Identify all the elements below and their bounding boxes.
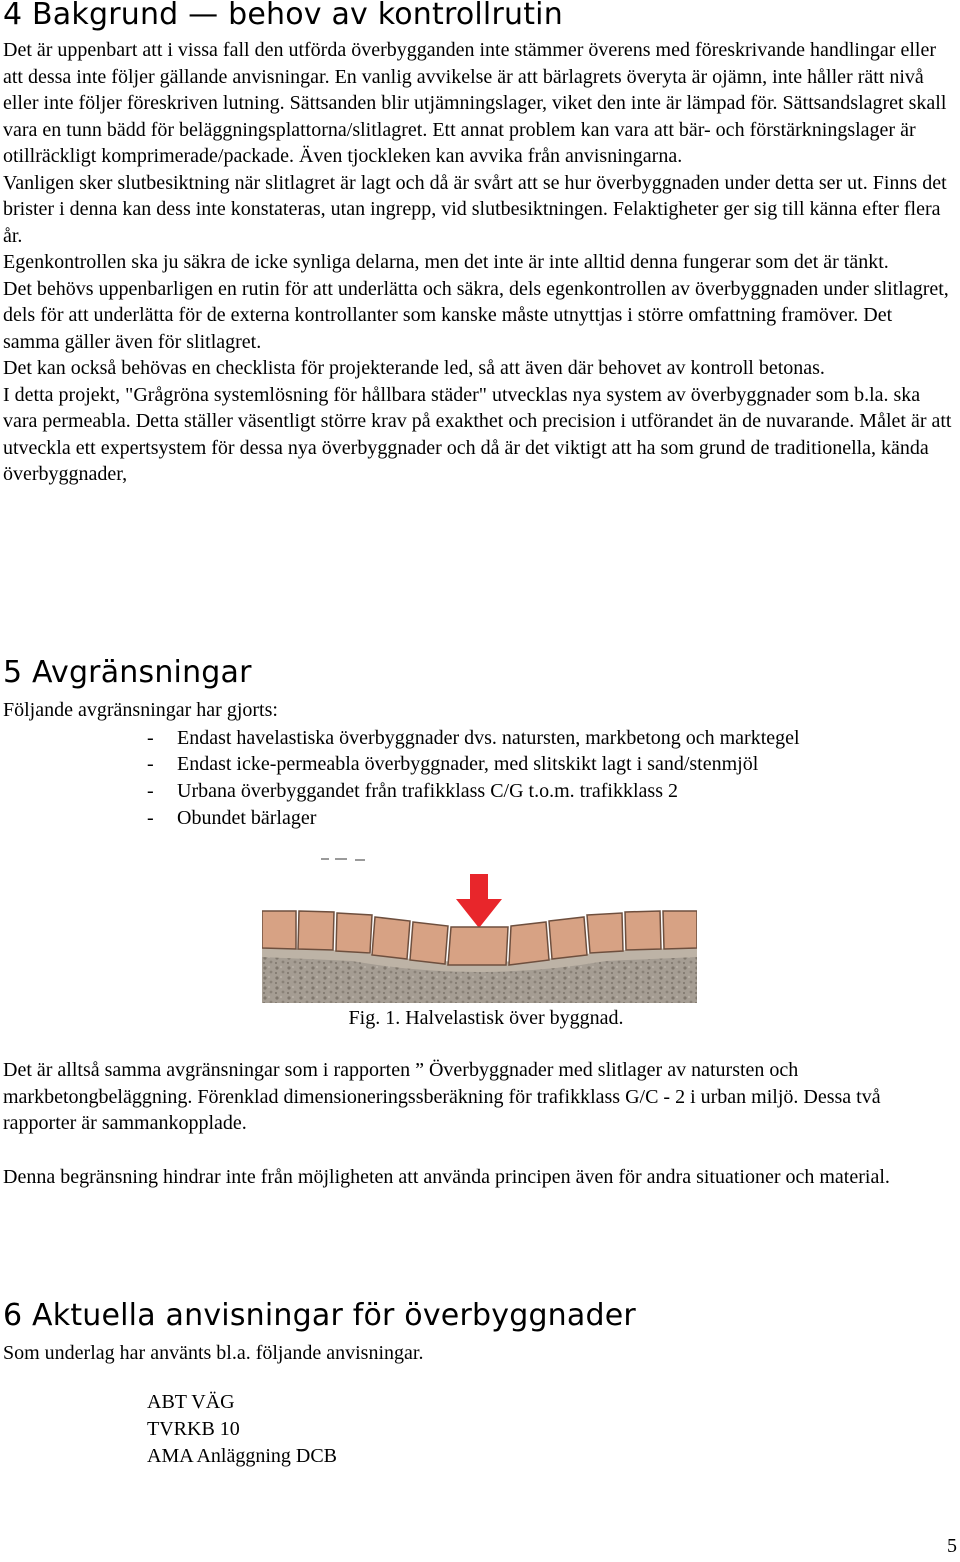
list-dash: - [147,753,154,776]
section-anvisningar [0,1299,960,1470]
section-5-intro: Följande avgränsningar har gjorts: [3,699,278,721]
limitations-paragraph-1: Det är alltså samma avgränsningar som i rapporten ” Överbyggnader med slitlager av natursten och markbetongbeläggning. Förenklad dimensioneringssberäkning för trafikklass G/C - 2 i urban miljö. Dessa två rapporter är sammankopplade. [3,1059,881,1134]
list-item [0,805,960,832]
pavement-figure [262,855,697,1003]
figure-caption: Fig. 1. Halvelastisk över byggnad. [348,1007,624,1029]
section-4-paragraph-1: Det är uppenbart att i vissa fall den utförda överbygganden inte stämmer överens med föreskrivande handlingar eller att dessa inte följer gällande anvisningar. En vanlig avvikelse är att bärlagrets överyta är ojämn, inte håller rätt nivå eller inte följer föreskriven lutning. Sättsanden blir utjämningslager, viket den inte är lämpad för. Sättsandslagret skall vara en tunn bädd för beläggningsplattorna/slitlagret. Ett annat problem kan vara att bär- och förstärkningslager är otillräckligt komprimerade/packade. Även tjockleken kan avvika från anvisningarna. [3,39,947,167]
pavement-illustration [262,855,697,1003]
list-item [0,751,960,778]
list-item [0,778,960,805]
list-item-text: Endast havelastiska överbyggnader dvs. natursten, markbetong och marktegel [177,726,800,749]
top-marks [321,858,365,861]
section-4-paragraph-6: I detta projekt, "Grågröna systemlösning för hållbara städer" utvecklas nya system av överbyggnader som b.la. ska vara permeabla. Detta ställer väsentligt större krav på exakthet och precision i utförandet än de nuvarande. Målet är att utveckla ett expertsystem för dessa nya överbyggnader och då är det viktigt att ha som grund de traditionella, kända överbyggnader, [3,383,952,485]
section-bakgrund [0,0,960,488]
section-avgransningar [0,656,960,832]
section-4-paragraph-3: Egenkontrollen ska ju säkra de icke synliga delarna, men det inte är inte alltid denna fungerar som det är tänkt. [3,251,889,273]
list-dash: - [147,726,154,749]
load-arrow-icon [456,874,502,928]
section-6-intro: Som underlag har använts bl.a. följande anvisningar. [3,1342,424,1364]
list-item-text: Obundet bärlager [177,806,317,829]
guidelines-list [0,1389,960,1470]
section-6-heading: 6 Aktuella anvisningar för överbyggnader [3,1298,636,1333]
section-4-paragraph-4: Det behövs uppenbarligen en rutin för att underlätta och säkra, dels egenkontrollen av överbyggnaden under slitlagret, dels för att underlätta för de externa kontrollanter som kanske måste utnyttjas i större omfattning framöver. Det samma gäller även för slitlagret. [3,277,949,353]
list-item-text: Endast icke-permeabla överbyggnader, med slitskikt lagt i sand/stenmjöl [177,753,759,776]
list-dash: - [147,806,154,829]
page-number: 5 [947,1535,957,1557]
limitations-list [0,725,960,832]
limitations-paragraph-2: Denna begränsning hindrar inte från möjligheten att använda principen även för andra situationer och material. [3,1166,890,1188]
list-dash: - [147,780,154,803]
list-item: ABT VÄG [147,1390,235,1413]
list-item: TVRKB 10 [147,1417,240,1440]
section-4-paragraph-5: Det kan också behövas en checklista för projekterande led, så att även där behovet av kontroll betonas. [3,357,825,379]
section-5-heading: 5 Avgränsningar [3,655,252,690]
section-4-paragraph-2: Vanligen sker slutbesiktning när slitlagret är lagt och då är svårt att se hur överbyggnaden under detta ser ut. Finns det brister i denna kan dess inte konstateras, utan ingrepp, vid slutbesiktningen. Felaktigheter ger sig till känna efter flera år. [3,171,947,247]
section-4-heading: 4 Bakgrund — behov av kontrollrutin [3,0,563,32]
list-item: AMA Anläggning DCB [147,1444,338,1467]
list-item-text: Urbana överbyggandet från trafikklass C/G t.o.m. trafikklass 2 [177,780,678,803]
list-item [0,725,960,752]
